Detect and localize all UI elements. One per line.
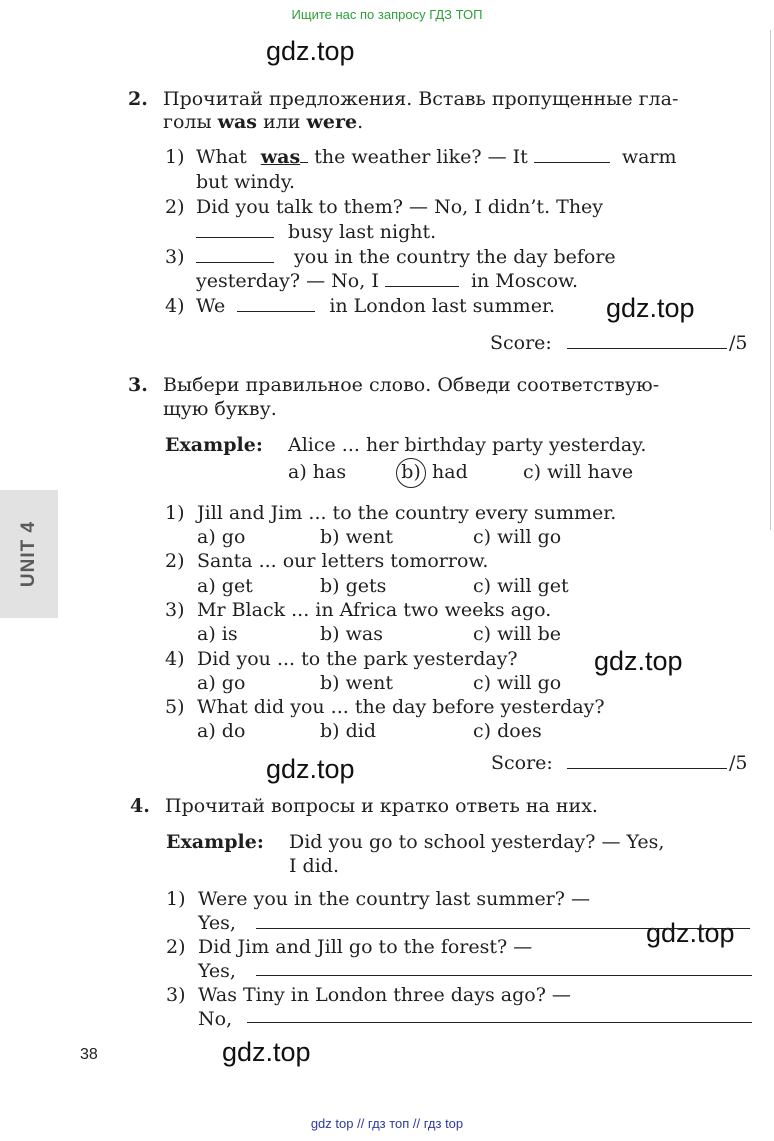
blank[interactable]: [196, 247, 274, 263]
ex3-item-2-option-c[interactable]: c) will get: [473, 575, 569, 597]
ex3-item-5-option-a[interactable]: a) do: [197, 720, 246, 742]
ex3-item-4-question: Did you ... to the park yesterday?: [197, 648, 518, 670]
ex3-item-4-option-a[interactable]: a) go: [197, 672, 246, 694]
text: in London last summer.: [329, 295, 555, 317]
unit-label: UNIT 4: [18, 520, 39, 588]
exercise-3-instruction: Выбери правильное слово. Обведи соответствую-: [163, 374, 660, 396]
ex3-item-5-option-c[interactable]: c) does: [473, 720, 542, 742]
text: голы: [163, 111, 212, 133]
exercise-4-number: 4.: [130, 795, 150, 817]
ex4-example-label: Example:: [166, 831, 264, 853]
text: warm: [621, 146, 677, 168]
ex2-item-3: [196, 246, 616, 268]
page-edge-line: [770, 30, 771, 530]
ex3-item-4-option-c[interactable]: c) will go: [473, 672, 562, 694]
ex2-item-4: [196, 295, 555, 317]
watermark: gdz.top: [606, 293, 695, 323]
ex3-score-line[interactable]: [567, 768, 727, 769]
ex3-item-3-option-b[interactable]: b) was: [320, 623, 383, 645]
ex3-item-4-number: 4): [165, 648, 185, 670]
watermark: gdz.top: [266, 36, 355, 66]
ex4-item-1-number: 1): [166, 888, 186, 910]
ex4-item-1-answer-prefix: Yes,: [198, 912, 236, 934]
text: in Moscow.: [470, 270, 579, 292]
ex3-example-option-c: c) will have: [523, 461, 634, 483]
text: или: [263, 111, 301, 133]
ex2-item-1: [196, 146, 677, 168]
ex2-item-2-cont: [196, 221, 436, 243]
ex3-item-3-question: Mr Black ... in Africa two weeks ago.: [197, 599, 552, 621]
exercise-2-instruction-line2: [163, 111, 363, 133]
text: had: [432, 461, 468, 483]
filled-answer: was: [260, 146, 301, 168]
ex4-item-3-answer-prefix: No,: [198, 1008, 233, 1030]
ex4-item-2-question: Did Jim and Jill go to the forest? —: [198, 936, 533, 958]
ex4-example-question: Did you go to school yesterday? — Yes,: [289, 831, 665, 853]
circled-letter: b): [396, 458, 426, 488]
ex3-example-question: Alice ... her birthday party yesterday.: [288, 434, 647, 456]
text: the weather like? — It: [314, 146, 528, 168]
page-number: 38: [80, 1046, 98, 1063]
ex3-item-3-option-c[interactable]: c) will be: [473, 623, 562, 645]
ex3-item-3-option-a[interactable]: a) is: [197, 623, 238, 645]
blank[interactable]: [196, 222, 274, 238]
text: yesterday? — No, I: [196, 270, 379, 292]
ex4-item-2-answer-prefix: Yes,: [198, 960, 236, 982]
ex3-item-2-question: Santa ... our letters tomorrow.: [197, 550, 489, 572]
text: We: [196, 295, 226, 317]
ex2-item-3-cont: [196, 270, 578, 292]
ex3-item-1-number: 1): [165, 502, 185, 524]
watermark: gdz.top: [594, 646, 683, 676]
watermark: gdz.top: [266, 754, 355, 784]
ex4-example-answer: I did.: [289, 855, 339, 877]
ex4-item-3-question: Was Tiny in London three days ago? —: [198, 984, 571, 1006]
ex3-item-2-option-b[interactable]: b) gets: [320, 575, 387, 597]
ex3-score-max: /5: [729, 752, 748, 774]
ex4-item-1-question: Were you in the country last summer? —: [198, 888, 590, 910]
bottom-banner[interactable]: gdz top // гдз топ // гдз top: [310, 1116, 464, 1131]
ex3-example-label: Example:: [165, 434, 263, 456]
exercise-4-instruction: Прочитай вопросы и кратко ответь на них.: [165, 795, 598, 817]
ex2-item-1-number: 1): [165, 146, 185, 168]
watermark: gdz.top: [222, 1037, 311, 1067]
text-bold: was: [217, 111, 258, 133]
ex3-item-1-option-b[interactable]: b) went: [320, 526, 393, 548]
text: What: [196, 146, 247, 168]
ex3-item-5-option-b[interactable]: b) did: [320, 720, 377, 742]
exercise-2-number: 2.: [128, 88, 148, 110]
ex3-item-2-number: 2): [165, 550, 185, 572]
ex3-item-4-option-b[interactable]: b) went: [320, 672, 393, 694]
ex3-item-1-option-c[interactable]: c) will go: [473, 526, 562, 548]
watermark: gdz.top: [646, 918, 735, 948]
text-bold: were: [306, 111, 358, 133]
ex4-item-3-number: 3): [166, 984, 186, 1006]
ex3-item-3-number: 3): [165, 599, 185, 621]
ex3-item-1-question: Jill and Jim ... to the country every summer.: [197, 502, 617, 524]
ex4-item-3-answer-line[interactable]: [247, 1022, 752, 1023]
ex3-item-2-option-a[interactable]: a) get: [197, 575, 253, 597]
text: busy last night.: [288, 221, 437, 243]
ex2-item-1-cont: but windy.: [196, 171, 296, 193]
ex2-score-max: /5: [729, 332, 748, 354]
exercise-3-instruction-line2: щую букву.: [163, 398, 277, 420]
ex3-item-1-option-a[interactable]: a) go: [197, 526, 246, 548]
blank[interactable]: [534, 147, 610, 163]
ex3-item-5-number: 5): [165, 696, 185, 718]
blank[interactable]: [237, 296, 315, 312]
ex3-example-option-b: [396, 458, 468, 488]
ex3-score-label: Score:: [491, 752, 553, 774]
unit-tab: [0, 490, 58, 618]
ex2-item-3-number: 3): [165, 246, 185, 268]
ex4-item-2-number: 2): [166, 936, 186, 958]
ex2-score-line[interactable]: [567, 348, 727, 349]
text: you in the country the day before: [294, 246, 616, 268]
ex4-item-2-answer-line[interactable]: [256, 975, 752, 976]
ex2-item-4-number: 4): [165, 295, 185, 317]
text: .: [357, 111, 364, 133]
exercise-2-instruction: Прочитай предложения. Вставь пропущенные гла-: [163, 88, 679, 110]
ex3-example-option-a: a) has: [288, 461, 347, 483]
top-banner[interactable]: Ищите нас по запросу ГДЗ ТОП: [291, 7, 483, 22]
blank[interactable]: [385, 271, 459, 287]
ex2-item-2-number: 2): [165, 196, 185, 218]
ex2-item-2: Did you talk to them? — No, I didn’t. They: [196, 196, 604, 218]
exercise-3-number: 3.: [128, 374, 148, 396]
ex3-item-5-question: What did you ... the day before yesterday?: [197, 696, 605, 718]
ex4-item-1-answer-line[interactable]: [256, 928, 750, 929]
ex2-score-label: Score:: [490, 332, 552, 354]
